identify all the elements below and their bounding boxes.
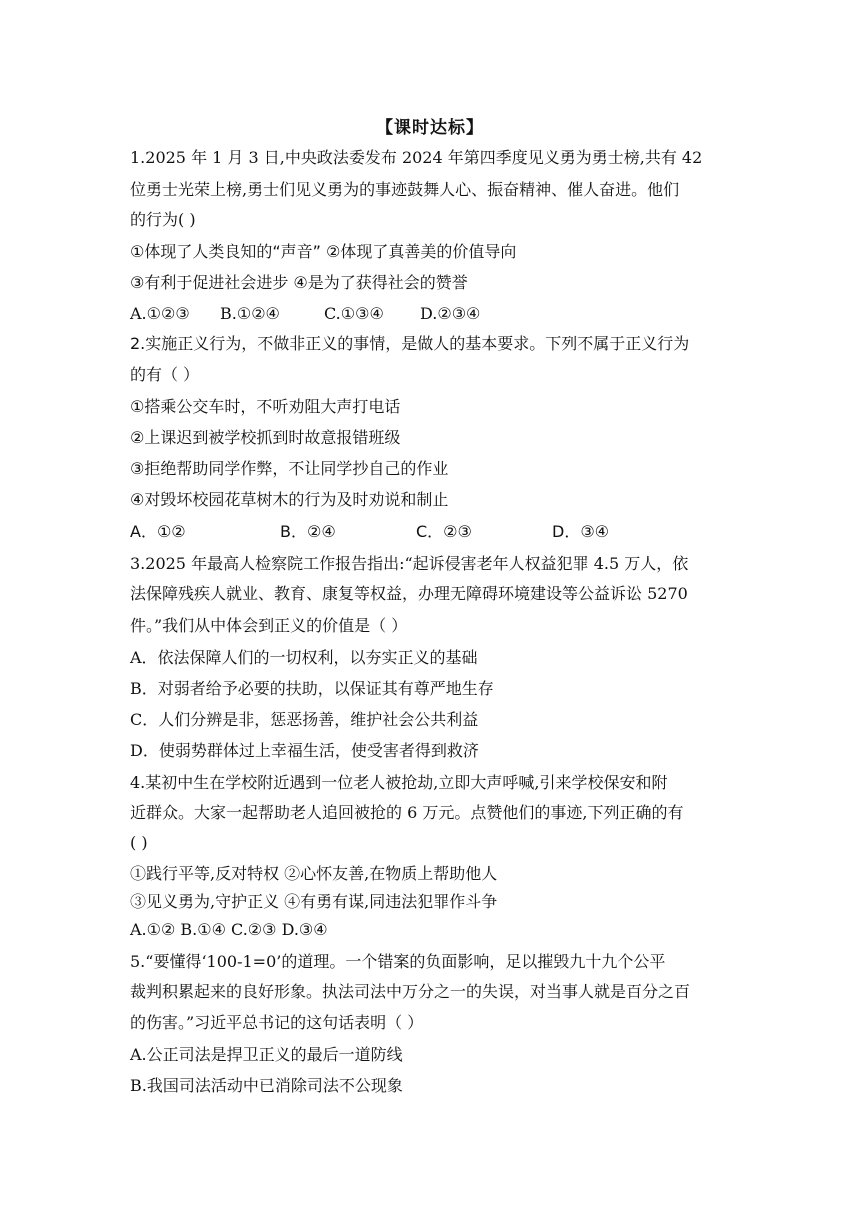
q1-option-a: A.①②③ xyxy=(130,304,190,323)
q1-stem-line-3: 的行为( ) xyxy=(130,210,196,229)
q3-stem-line-2: 法保障残疾人就业、教育、康复等权益，办理无障碍环境建设等公益诉讼 5270 xyxy=(130,584,688,603)
q5-choice-a: A.公正司法是捍卫正义的最后一道防线 xyxy=(130,1045,403,1064)
q4-stem-line-2: 近群众。大家一起帮助老人追回被抢的 6 万元。点赞他们的事迹,下列正确的有 xyxy=(130,803,684,822)
q5-stem-line-3: 的伤害。”习近平总书记的这句话表明（ ） xyxy=(130,1013,424,1032)
q1-option-d: D.②③④ xyxy=(420,304,481,323)
q3-choice-a: A．依法保障人们的一切权利，以夯实正义的基础 xyxy=(130,648,478,667)
q3-stem-line-1: 3.2025 年最高人检察院工作报告指出:“起诉侵害老年人权益犯罪 4.5 万人，依 xyxy=(130,554,689,573)
page-title: 【课时达标】 xyxy=(376,118,484,138)
q1-option-c: C.①③④ xyxy=(324,304,384,323)
q2-stem-line-2: 的有（ ） xyxy=(130,365,200,384)
q4-stem-line-1: 4.某初中生在学校附近遇到一位老人被抢劫,立即大声呼喊,引来学校保安和附 xyxy=(130,773,668,792)
q3-choice-c: C．人们分辨是非，惩恶扬善，维护社会公共利益 xyxy=(130,710,479,729)
q2-option-a: A．①② xyxy=(130,522,186,541)
q3-choice-d: D．使弱势群体过上幸福生活，使受害者得到救济 xyxy=(130,741,479,760)
q2-stem-line-1: 2.实施正义行为，不做非正义的事情，是做人的基本要求。下列不属于正义行为 xyxy=(130,334,690,353)
q5-choice-b: B.我国司法活动中已消除司法不公现象 xyxy=(130,1076,403,1095)
q1-statement-2: ③有利于促进社会进步 ④是为了获得社会的赞誉 xyxy=(130,273,468,292)
q4-stem-line-3: ( ) xyxy=(130,833,148,852)
q3-choice-b: B．对弱者给予必要的扶助，以保证其有尊严地生存 xyxy=(130,679,494,698)
q2-option-d: D．③④ xyxy=(552,522,610,541)
q4-statement-2: ③见义勇为,守护正义 ④有勇有谋,同违法犯罪作斗争 xyxy=(130,892,498,911)
q4-options: A.①② B.①④ C.②③ D.③④ xyxy=(130,920,328,939)
q1-stem-line-2: 位勇士光荣上榜,勇士们见义勇为的事迹鼓舞人心、振奋精神、催人奋进。他们 xyxy=(130,180,680,199)
q2-statement-3: ③拒绝帮助同学作弊，不让同学抄自己的作业 xyxy=(130,459,449,478)
q5-stem-line-2: 裁判积累起来的良好形象。执法司法中万分之一的失误，对当事人就是百分之百 xyxy=(130,982,691,1001)
q2-options xyxy=(130,522,609,542)
q2-statement-4: ④对毁坏校园花草树木的行为及时劝说和制止 xyxy=(130,490,449,509)
q2-statement-1: ①搭乘公交车时，不听劝阻大声打电话 xyxy=(130,397,401,416)
q1-stem-line-1: 1.2025 年 1 月 3 日,中央政法委发布 2024 年第四季度见义勇为勇士榜,共有 42 xyxy=(130,148,703,167)
q2-option-c: C．②③ xyxy=(416,522,472,541)
q1-statement-1: ①体现了人类良知的“声音” ②体现了真善美的价值导向 xyxy=(130,242,517,261)
q1-option-b: B.①②④ xyxy=(220,304,280,323)
q3-stem-line-3: 件。”我们从中体会到正义的价值是（ ） xyxy=(130,616,408,635)
q2-statement-2: ②上课迟到被学校抓到时故意报错班级 xyxy=(130,428,401,447)
q4-statement-1: ①践行平等,反对特权 ②心怀友善,在物质上帮助他人 xyxy=(130,864,498,883)
q1-options xyxy=(130,304,480,324)
q2-option-b: B．②④ xyxy=(280,522,336,541)
q5-stem-line-1: 5.“要懂得‘100-1=0’的道理。一个错案的负面影响，足以摧毁九十九个公平 xyxy=(130,952,666,971)
